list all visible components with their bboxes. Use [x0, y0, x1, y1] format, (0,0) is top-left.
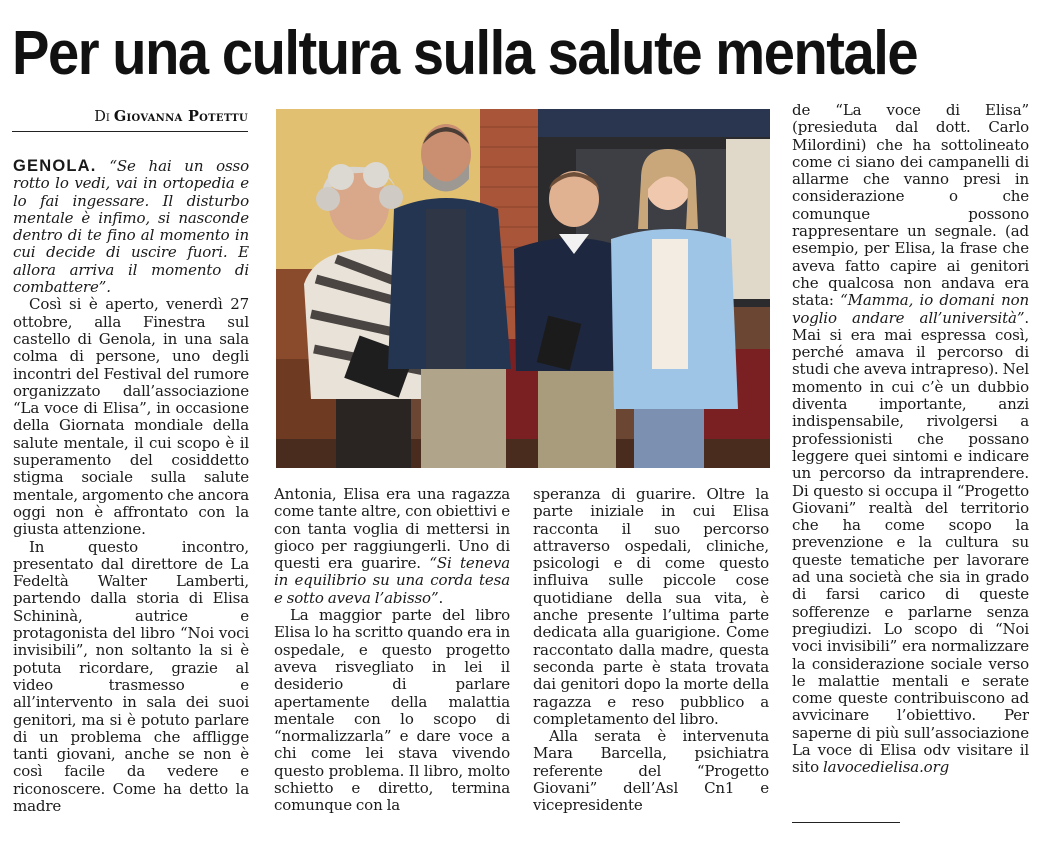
paragraph: Così si è aperto, venerdì 27 ottobre, alla Finestra sul castello di Genola, in una sala colma di persone, uno degli incontri del Festival del rumore organizzato dall’associazione “La voce di Elisa”, in occasione della Giornata mondiale della salute mentale, il cui scopo è il superamento del cosiddetto stigma sociale sulla salute mentale, argomento che ancora oggi non è affrontato con la giusta attenzione. — [13, 295, 249, 539]
article-column-1 — [13, 158, 249, 828]
dateline: GENOLA. — [13, 158, 97, 175]
paragraph — [274, 486, 510, 607]
text-run: Antonia, Elisa era una ragazza come tante altre, con obiettivi e con tanta voglia di mettersi in gioco per raggiungerli. Uno di questi era guarire. — [274, 486, 510, 573]
article-column-4 — [792, 102, 1029, 814]
headline: Per una cultura sulla salute mentale — [12, 19, 918, 88]
lead-paragraph — [13, 158, 249, 296]
author-name: Giovanna Potettu — [113, 108, 248, 125]
paragraph: La maggior parte del libro Elisa lo ha scritto quando era in ospedale, e questo progetto aveva risvegliato in lei il desiderio di parlare apertamente della malattia mentale con lo scopo di “normalizzarla” e dare voce a chi come lei stava vivendo questo problema. Il libro, molto schietto e diretto, termina comunque con la — [274, 606, 510, 815]
website-link[interactable]: lavocedielisa.org — [822, 758, 950, 777]
end-rule — [792, 822, 900, 823]
inline-quote: “Mamma, io domani non voglio andare all’università” — [792, 291, 1029, 327]
paragraph: Alla serata è intervenuta Mara Barcella, psichiatra referente del “Progetto Giovani” dell’Asl Cn1 e vicepresidente — [533, 727, 769, 815]
paragraph — [792, 102, 1029, 777]
inline-quote: “Si teneva in equilibrio su una corda tesa e sotto aveva l’abisso” — [274, 554, 510, 607]
article-column-3 — [533, 486, 769, 826]
text-run: . — [438, 588, 444, 607]
paragraph: speranza di guarire. Oltre la parte iniziale in cui Elisa racconta il suo percorso attraverso ospedali, cliniche, psicologi e di come questo influiva sulle piccole cose quotidiane della sua vita, è anche presente l’ultima parte dedicata alla guarigione. Come raccontato dalla madre, questa seconda parte è stata trovata dai genitori dopo la morte della ragazza e reso pubblico a completamento del libro. — [533, 486, 769, 728]
text-run: de “La voce di Elisa” (presieduta dal dott. Carlo Milordini) che ha sottolineato come ci siano dei campanelli di allarme che vanno presi in considerazione o che comunque possono rappresentare un segnale. (ad esempio, per Elisa, la frase che aveva fatto capire ai genitori che qualcosa non andava era stata: — [792, 102, 1029, 310]
byline-prefix: Di — [94, 109, 110, 125]
byline — [12, 108, 248, 132]
text-run: . Mai si era mai espressa così, perché amava il percorso di studi che aveva intrapreso). Nel momento in cui c’è un dubbio diventa importante, anzi indispensabile, rivolgersi a professionisti che possano leggere quei sintomi e indicare un percorso da intraprendere. Di questo si occupa il “Progetto Giovani” realtà del territorio che ha come scopo la prevenzione e la cultura su queste tematiche per lavorare ad una società che sia in grado di farsi carico di queste sofferenze e parlarne senza pregiudizi. Lo scopo di “Noi voci invisibili” era normalizzare la considerazione sociale verso le malattie mentali e serate come queste contribuiscono ad avvicinare l’obiettivo. Per saperne di più sull’associazione La voce di Elisa odv visitare il sito — [792, 308, 1029, 777]
article-column-2 — [274, 486, 510, 826]
paragraph: In questo incontro, presentato dal direttore de La Fedeltà Walter Lamberti, partendo dalla storia di Elisa Schininà, autrice e protagonista del libro “Noi voci invisibili”, non soltanto la si è potuta ricordare, grazie al video trasmesso e all’intervento in sala dei suoi genitori, ma si è potuto parlare di un problema che affligge tanti giovani, anche se non è così facile da vedere e riconoscere. Come ha detto la madre — [13, 537, 249, 815]
lead-quote: “Se hai un osso rotto lo vedi, vai in ortopedia e lo fai ingessare. Il disturbo mentale è infimo, si nasconde dentro di te fino al momento in cui decide di uscire fuori. E allora arriva il momento di combattere”. — [13, 158, 249, 297]
event-photo — [276, 109, 770, 468]
